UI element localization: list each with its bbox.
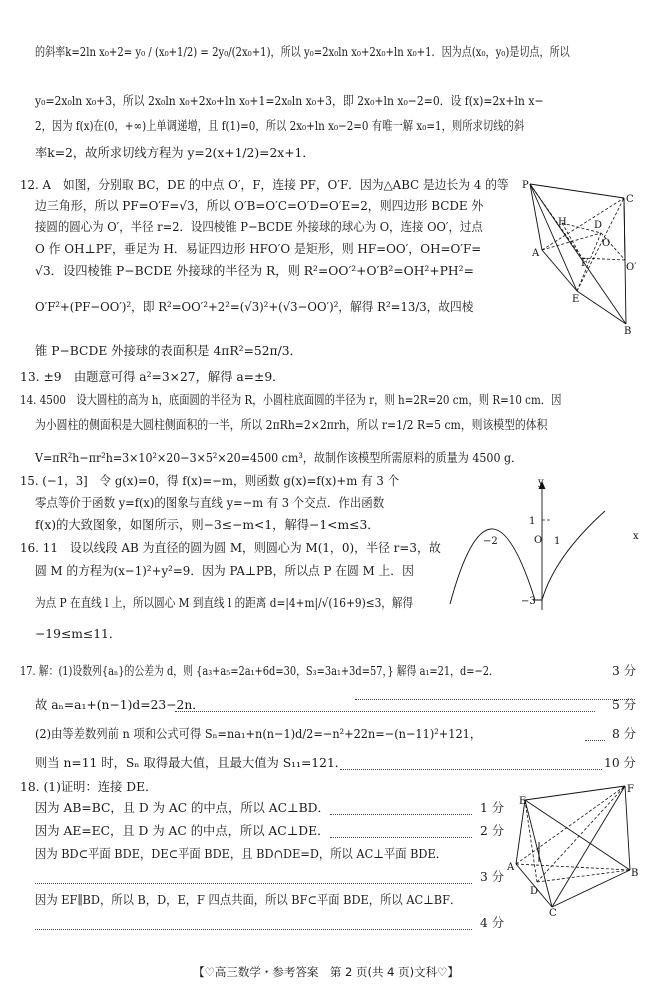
text-line: 15. (−1，3] 令 g(x)=0，得 f(x)=−m，则函数 g(x)=f(x)+m 有 3 个 [20,474,400,488]
text-line: 14. 4500 设大圆柱的高为 h，底面圆的半径为 R，小圆柱底面圆的半径为 r，则 h=2R=20 cm，则 R=10 cm．因 [20,393,562,407]
text-line: 因为 AE=EC，且 D 为 AC 的中点，所以 AC⊥DE． [35,824,330,838]
text-line: 则当 n=11 时，Sₙ 取得最大值，且最大值为 S₁₁=121． [35,756,348,770]
text-line: √3．设四棱锥 P−BCDE 外接球的半径为 R，则 R²=OO′²+O′B²=OH²+PH²= [35,264,474,278]
axis-y-label: y [538,477,544,488]
text-line: 13. ±9 由题意可得 a²=3×27，解得 a=±9． [20,370,285,384]
text-line: 2，因为 f(x)在(0，+∞)上单调递增，且 f(1)=0，所以 2x₀+ln x₀−2=0 有唯一解 x₀=1，则所求切线的斜 [35,119,525,133]
label-d: D [530,886,539,897]
text-line: 故 aₙ=a₁+(n−1)d=23−2n． [35,698,205,712]
label-p: P [522,180,529,191]
dot-leader [330,814,472,815]
dot-leader [340,769,602,770]
label-f: F [581,258,588,269]
text-line: 为点 P 在直线 l 上，所以圆心 M 到直线 l 的距离 d=|4+m|/√(16+9)≤3，解得 [35,596,414,610]
solid-figure [503,782,643,917]
score-mark: 4 分 [480,916,505,930]
label-b: B [631,868,639,879]
text-line: 为小圆柱的侧面积是大圆柱侧面积的一半，所以 2πRh=2×2πrh，所以 r=1/2 R=5 cm，则该模型的体积 [35,418,548,432]
pyramid-figure [522,178,647,338]
score-mark: 3 分 [480,870,505,884]
label-c: C [549,908,557,917]
text-line: O′F²+(PF−OO′)²，即 R²=OO′²+2²=(√3)²+(√3−OO′)²，解得 R²=13/3，故四棱 [35,300,474,314]
text-line: y₀=2x₀ln x₀+3，所以 2x₀ln x₀+2x₀+ln x₀+1=2x₀ln x₀+3，即 2x₀+ln x₀−2=0．设 f(x)=2x+ln x− [35,94,544,108]
dot-leader [585,740,605,741]
dot-leader [35,929,472,930]
text-line: 16. 11 设以线段 AB 为直径的圆为圆 M，则圆心为 M(1，0)，半径 r=3，故 [20,541,441,555]
label-b: B [624,326,632,337]
text-line: V=πR²h−πr²h=3×10²×20−3×5²×20=4500 cm³，故制作该模型所需原料的质量为 4500 g． [35,451,523,465]
text-line: 18. (1)证明：连接 DE． [20,780,158,794]
dot-leader [175,711,595,712]
text-line: 零点等价于函数 y=f(x)的图象与直线 y=−m 有 3 个交点．作出函数 [35,496,385,510]
page-footer: 【♡高三数学・参考答案 第 2 页(共 4 页)文科♡】 [193,965,459,979]
tick-y-1: 1 [529,516,536,527]
label-o-prime: O′ [626,262,637,273]
text-line: 17. 解：(1)设数列{aₙ}的公差为 d，则 {a₃+a₅=2a₁+6d=30，S₃=3a₁+3d=57，} 解得 a₁=21，d=−2． [20,664,499,678]
text-line: (2)由等差数列前 n 项和公式可得 Sₙ=na₁+n(n−1)d/2=−n²+22n=−(n−11)²+121， [35,727,482,741]
score-mark: 1 分 [480,801,505,815]
text-line: 12. A 如图，分别取 BC，DE 的中点 O′，F，连接 PF，O′F．因为△ABC 是边长为 4 的等 [20,178,509,192]
text-line: f(x)的大致图象，如图所示，则−3≤−m<1，解得−1<m≤3． [35,518,380,532]
text-line: 因为 EF∥BD，所以 B，D，E，F 四点共面，所以 BF⊂平面 BDE，所以 AC⊥BF． [35,893,462,907]
dot-leader [355,689,635,700]
dot-leader [35,883,472,884]
score-mark: 2 分 [480,824,505,838]
tick-x-neg2: −2 [483,536,498,547]
label-h: H [558,217,567,228]
text-line: 因为 BD⊂平面 BDE，DE⊂平面 BDE，且 BD∩DE=D，所以 AC⊥平面 BDE． [35,847,448,861]
label-e: E [572,294,580,305]
tick-y-neg3: −3 [521,596,536,607]
score-mark: 8 分 [612,727,637,741]
score-mark: 5 分 [612,698,637,712]
label-o: O [602,238,611,249]
score-mark: 3 分 [612,664,637,678]
text-line: 的斜率k=2ln x₀+2= y₀ / (x₀+1/2) = 2y₀/(2x₀+1)，所以 y₀=2x₀ln x₀+2x₀+ln x₀+1．因为点(x₀，y₀)是切点，所以 [35,45,570,59]
axis-x-label: x [633,531,639,542]
text-line: 锥 P−BCDE 外接球的表面积是 4πR²=52π/3． [35,344,302,358]
text-line: 因为 AB=BC，且 D 为 AC 的中点，所以 AC⊥BD． [35,801,330,815]
text-line: 率k=2，故所求切线方程为 y=2(x+1/2)=2x+1． [35,146,315,160]
text-line: 圆 M 的方程为(x−1)²+y²=9．因为 PA⊥PB，所以点 P 在圆 M 上．因 [35,564,414,578]
score-mark: 10 分 [604,756,636,770]
text-line: 接圆的圆心为 O′，半径 r=2．设四棱锥 P−BCDE 外接球的球心为 O，连接 OO′，过点 [35,220,483,234]
text-line: 边三角形，所以 PF=O′F=√3，所以 O′B=O′C=O′D=O′E=2，则四边形 BCDE 外 [35,199,484,213]
dot-leader [330,837,472,838]
label-a: A [507,862,515,873]
label-f: F [627,784,634,795]
label-e: E [519,796,527,807]
text-line: −19≤m≤11． [35,627,122,641]
text-line: O 作 OH⊥PF，垂足为 H．易证四边形 HFO′O 是矩形，则 HF=OO′，OH=O′F= [35,242,482,256]
tick-x-1: 1 [554,536,561,547]
label-c: C [626,194,634,205]
origin-label: O [534,535,543,546]
label-a: A [532,248,540,259]
label-d: D [594,220,603,231]
function-graph [445,476,645,616]
